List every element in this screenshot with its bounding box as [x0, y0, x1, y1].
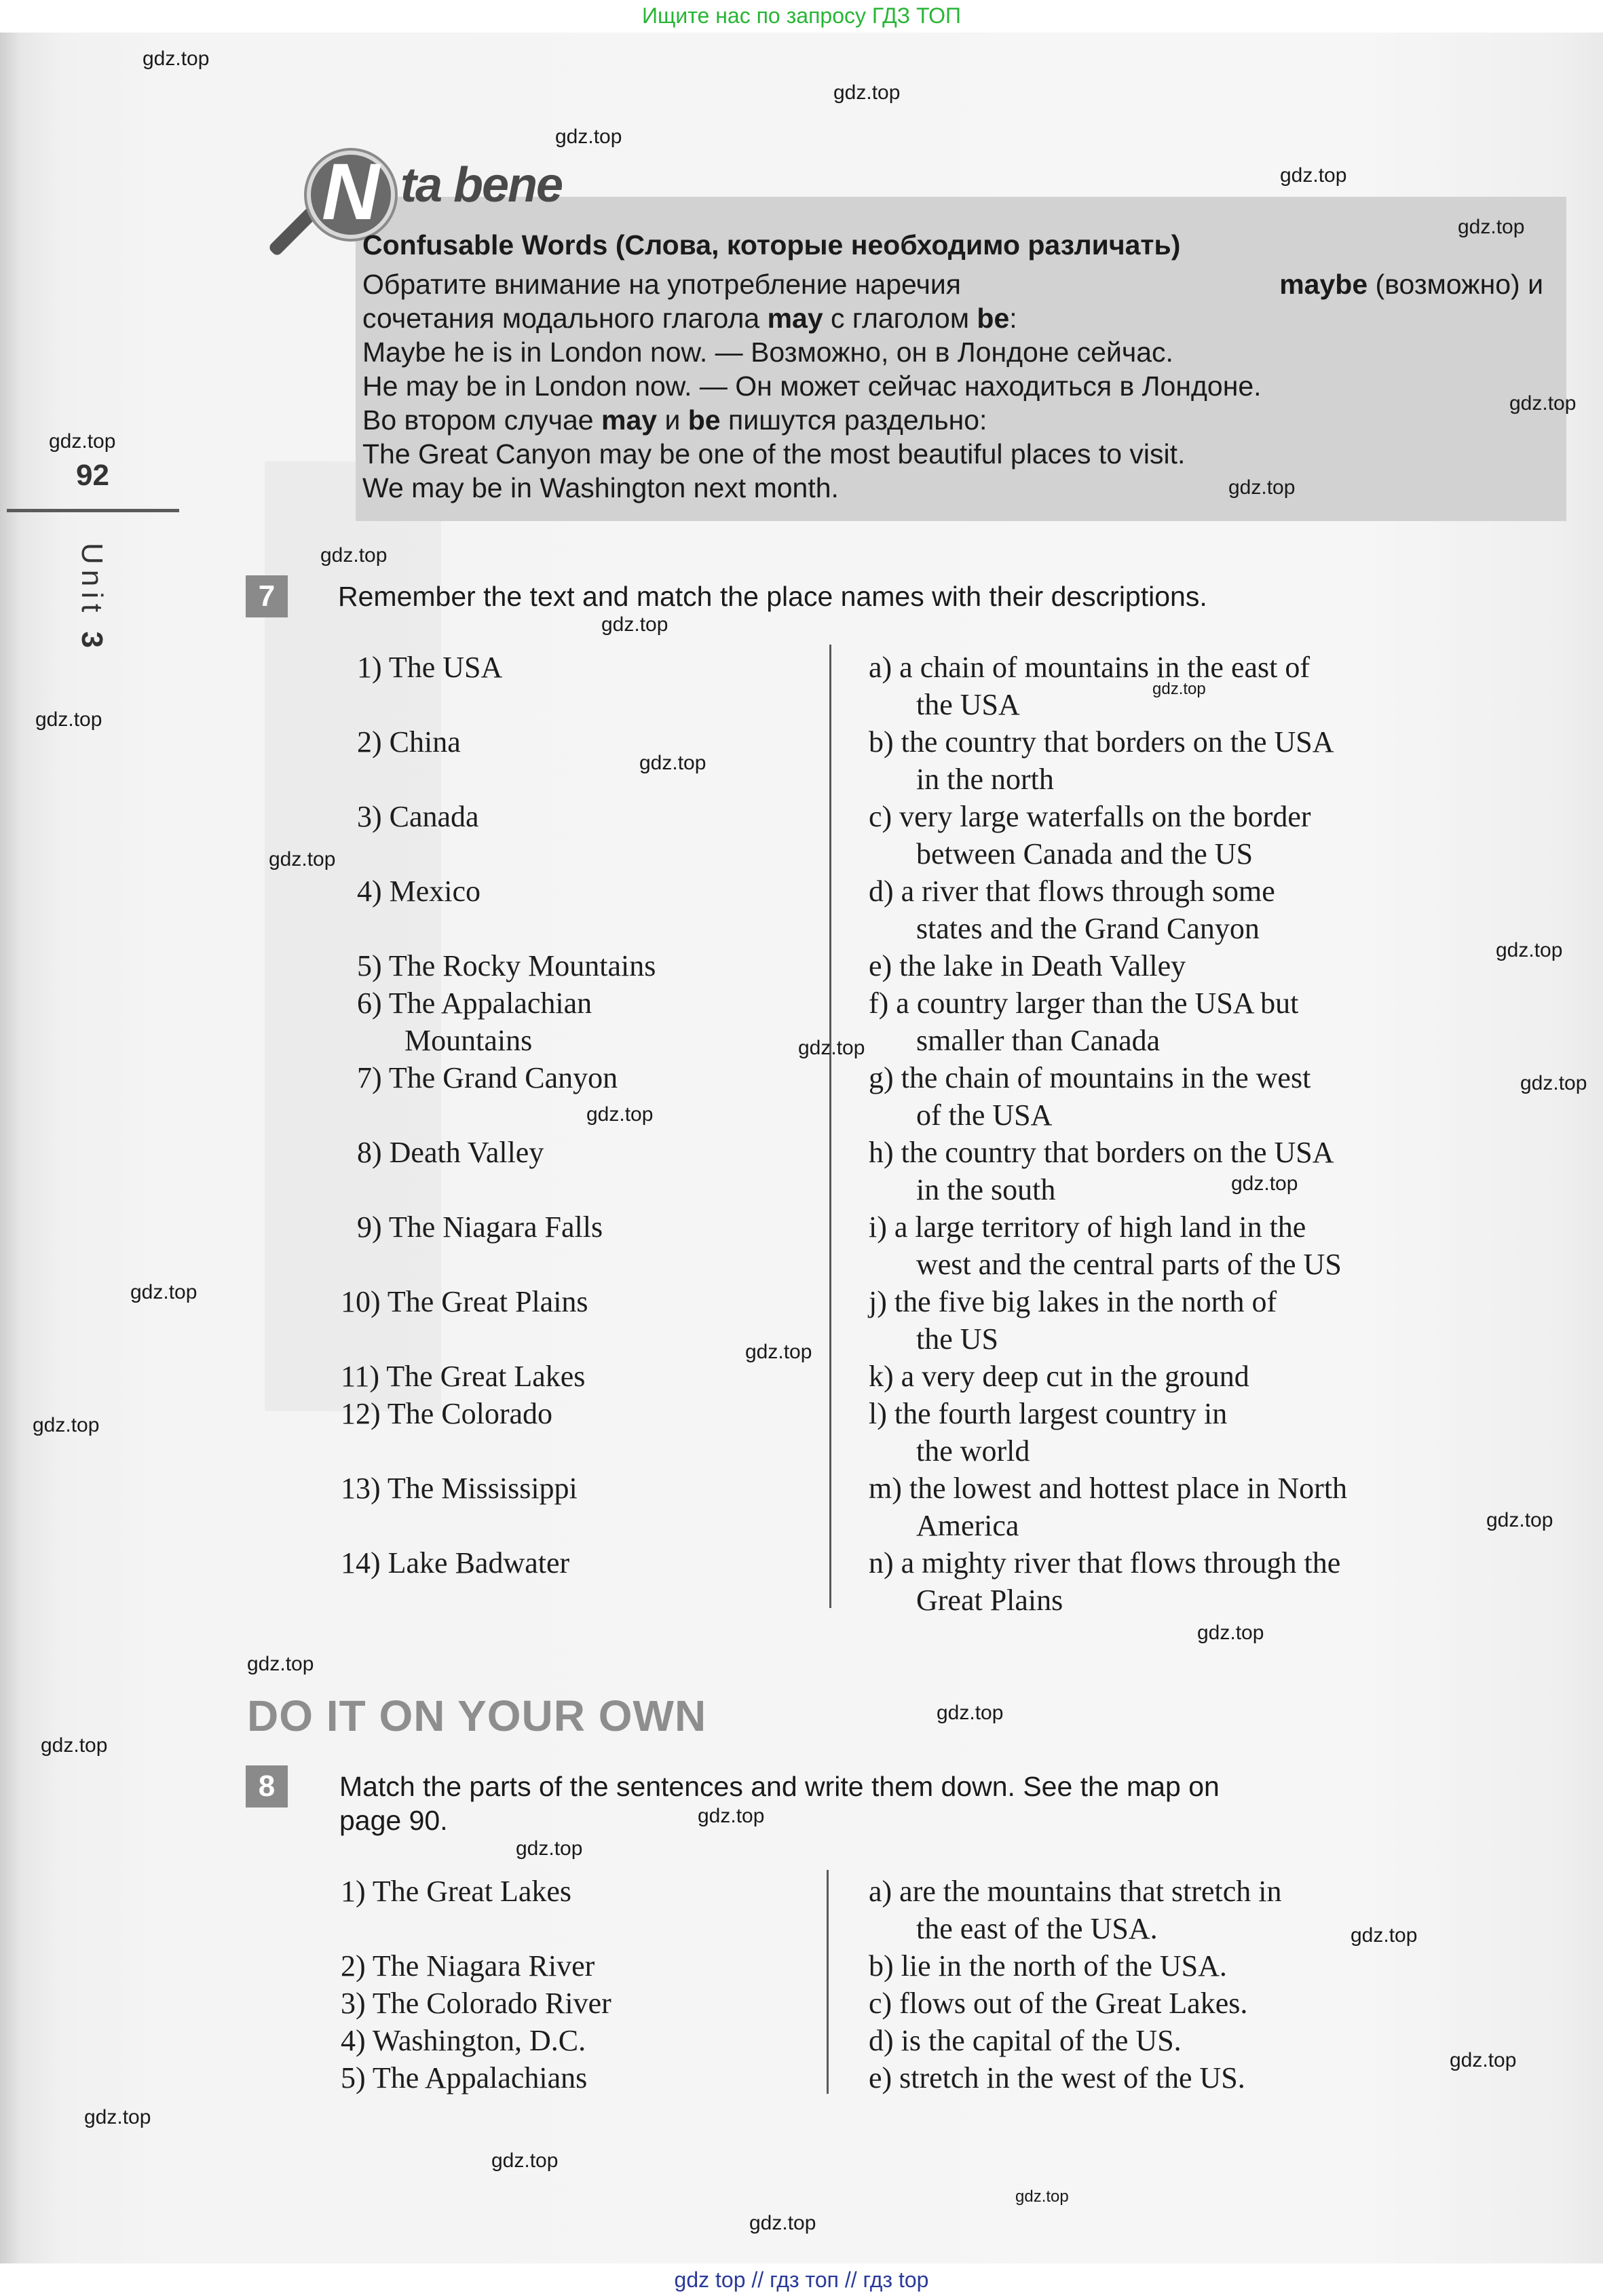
watermark: gdz.top — [1450, 2049, 1517, 2071]
list-item: a) a chain of mountains in the east of — [869, 651, 1310, 684]
watermark: gdz.top — [833, 81, 901, 104]
list-item: h) the country that borders on the USA — [869, 1136, 1334, 1169]
nota-bene-line-2 — [362, 303, 1017, 334]
list-item: m) the lowest and hottest place in North — [869, 1472, 1348, 1505]
page-number-rule — [7, 509, 179, 512]
list-item: in the south — [916, 1173, 1056, 1206]
unit-word: Unit — [75, 543, 109, 618]
watermark: gdz.top — [601, 613, 668, 636]
list-item: 1) The USA — [357, 651, 503, 684]
list-item: d) is the capital of the US. — [869, 2024, 1182, 2057]
watermark: gdz.top — [586, 1103, 654, 1126]
list-item: e) stretch in the west of the US. — [869, 2061, 1245, 2094]
watermark: gdz.top — [1496, 939, 1563, 961]
watermark: gdz.top — [1280, 164, 1347, 187]
exercise-7-instruction: Remember the text and match the place names with their descriptions. — [338, 581, 1207, 612]
nota-bene-heading: Confusable Words (Слова, которые необходимо различать) — [362, 229, 1181, 261]
list-item: 8) Death Valley — [357, 1136, 544, 1169]
watermark: gdz.top — [84, 2106, 151, 2128]
list-item: j) the five big lakes in the north of — [869, 1285, 1277, 1318]
watermark: gdz.top — [49, 430, 116, 453]
nb-l5-b: may — [601, 404, 658, 436]
nota-bene-line-5 — [362, 404, 987, 436]
watermark: gdz.top — [33, 1414, 100, 1436]
watermark: gdz.top — [1520, 1072, 1587, 1094]
nb-l1-c: (возможно) и — [1368, 269, 1543, 300]
watermark: gdz.top — [269, 848, 336, 870]
list-item: f) a country larger than the USA but — [869, 987, 1299, 1020]
nb-l2-d: be — [977, 303, 1010, 334]
list-item: 6) The Appalachian — [357, 987, 592, 1020]
nota-bene-letter: N — [322, 147, 380, 237]
list-item: g) the chain of mountains in the west — [869, 1061, 1311, 1094]
watermark: gdz.top — [745, 1341, 812, 1363]
unit-number: 3 — [75, 631, 109, 653]
watermark: gdz.top — [698, 1805, 765, 1827]
list-item: 12) The Colorado — [341, 1397, 553, 1430]
list-item: in the north — [916, 763, 1054, 796]
watermark: gdz.top — [1228, 476, 1296, 499]
list-item: c) very large waterfalls on the border — [869, 800, 1311, 833]
list-item: west and the central parts of the US — [916, 1248, 1342, 1281]
list-item: 3) Canada — [357, 800, 479, 833]
watermark: gdz.top — [35, 708, 102, 731]
watermark: gdz.top — [1351, 1924, 1418, 1947]
watermark: gdz.top — [798, 1037, 865, 1059]
list-item: n) a mighty river that flows through the — [869, 1546, 1341, 1580]
list-item: the US — [916, 1322, 998, 1356]
nota-bene-line-1 — [362, 269, 1543, 301]
list-item: Great Plains — [916, 1584, 1063, 1617]
list-item: 11) The Great Lakes — [341, 1360, 586, 1393]
list-item: a) are the mountains that stretch in — [869, 1875, 1282, 1908]
watermark: gdz.top — [516, 1837, 583, 1860]
nb-l5-c: и — [657, 404, 688, 436]
list-item: 4) Washington, D.C. — [341, 2024, 586, 2057]
list-item: i) a large territory of high land in the — [869, 1210, 1306, 1244]
list-item: k) a very deep cut in the ground — [869, 1360, 1249, 1393]
watermark: gdz.top — [143, 47, 210, 70]
section-heading: DO IT ON YOUR OWN — [247, 1691, 707, 1740]
watermark: gdz.top — [1509, 392, 1577, 415]
watermark: gdz.top — [320, 544, 388, 567]
list-item: 5) The Appalachians — [341, 2061, 588, 2094]
list-item: smaller than Canada — [916, 1024, 1161, 1057]
list-item: 10) The Great Plains — [341, 1285, 588, 1318]
nb-l2-a: сочетания модального глагола — [362, 303, 768, 334]
watermark: gdz.top — [247, 1653, 314, 1675]
watermark: gdz.top — [1015, 2187, 1069, 2206]
nota-bene-line-6: The Great Canyon may be one of the most beautiful places to visit. — [362, 438, 1186, 470]
watermark: gdz.top — [130, 1281, 197, 1303]
nb-l1-b: maybe — [1279, 269, 1368, 300]
exercise-7-badge: 7 — [246, 575, 288, 617]
list-item: the world — [916, 1434, 1030, 1468]
watermark: gdz.top — [1231, 1172, 1298, 1195]
list-item: 7) The Grand Canyon — [357, 1061, 618, 1094]
nb-l5-d: be — [687, 404, 721, 436]
nb-l5-a: Во втором случае — [362, 404, 602, 436]
nb-l5-e: пишутся раздельно: — [720, 404, 987, 436]
watermark: gdz.top — [937, 1702, 1004, 1724]
nota-bene-line-7: We may be in Washington next month. — [362, 472, 839, 503]
list-item: 4) Mexico — [357, 875, 481, 908]
nota-bene-line-4: He may be in London now. — Он может сейчас находиться в Лондоне. — [362, 370, 1262, 402]
list-item: d) a river that flows through some — [869, 875, 1275, 908]
exercise-8-instruction-line-2: page 90. — [339, 1805, 448, 1836]
nb-l2-b: may — [767, 303, 823, 334]
list-item: b) lie in the north of the USA. — [869, 1949, 1227, 1983]
exercise-8-divider — [827, 1870, 829, 2094]
list-item: America — [916, 1509, 1019, 1542]
exercise-7-descriptions — [869, 649, 1347, 1619]
nb-l2-c: с глаголом — [823, 303, 977, 334]
list-item: 13) The Mississippi — [341, 1472, 578, 1505]
bottom-banner[interactable]: gdz top // гдз топ // гдз top — [0, 2263, 1603, 2296]
watermark: gdz.top — [749, 2212, 816, 2234]
nota-bene-title: ta bene — [400, 158, 563, 212]
list-item: 5) The Rocky Mountains — [357, 949, 656, 982]
list-item: between Canada and the US — [916, 837, 1253, 870]
list-item: l) the fourth largest country in — [869, 1397, 1228, 1430]
nota-bene-line-3: Maybe he is in London now. — Возможно, он в Лондоне сейчас. — [362, 337, 1173, 368]
watermark: gdz.top — [555, 126, 622, 148]
nb-l1-a: Обратите внимание на употребление наречия — [362, 269, 961, 300]
exercise-8-left — [341, 1873, 611, 2097]
list-item: b) the country that borders on the USA — [869, 725, 1334, 759]
list-item: the east of the USA. — [916, 1912, 1158, 1945]
list-item: 2) China — [357, 725, 461, 759]
list-item: e) the lake in Death Valley — [869, 949, 1186, 982]
exercise-7-divider — [829, 645, 831, 1608]
watermark: gdz.top — [1486, 1509, 1553, 1531]
exercise-8-right — [869, 1873, 1281, 2097]
list-item: of the USA — [916, 1098, 1053, 1132]
page-number: 92 — [76, 459, 109, 492]
watermark: gdz.top — [491, 2149, 559, 2172]
list-item: 1) The Great Lakes — [341, 1875, 572, 1908]
list-item: states and the Grand Canyon — [916, 912, 1260, 945]
unit-label — [68, 543, 109, 653]
list-item: c) flows out of the Great Lakes. — [869, 1987, 1248, 2020]
list-item: the USA — [916, 688, 1020, 721]
watermark: gdz.top — [1152, 680, 1206, 698]
top-banner[interactable]: Ищите нас по запросу ГДЗ ТОП — [0, 0, 1603, 33]
exercise-8-badge: 8 — [246, 1765, 288, 1807]
exercise-8-instruction-line-1: Match the parts of the sentences and write them down. See the map on — [339, 1771, 1220, 1802]
watermark: gdz.top — [41, 1734, 108, 1757]
list-item: Mountains — [404, 1024, 533, 1057]
watermark: gdz.top — [639, 752, 706, 774]
watermark: gdz.top — [1197, 1622, 1264, 1644]
list-item: 2) The Niagara River — [341, 1949, 595, 1983]
list-item: 3) The Colorado River — [341, 1987, 611, 2020]
list-item: 14) Lake Badwater — [341, 1546, 570, 1580]
nb-l2-e: : — [1009, 303, 1017, 334]
watermark: gdz.top — [1458, 216, 1525, 238]
list-item: 9) The Niagara Falls — [357, 1210, 603, 1244]
